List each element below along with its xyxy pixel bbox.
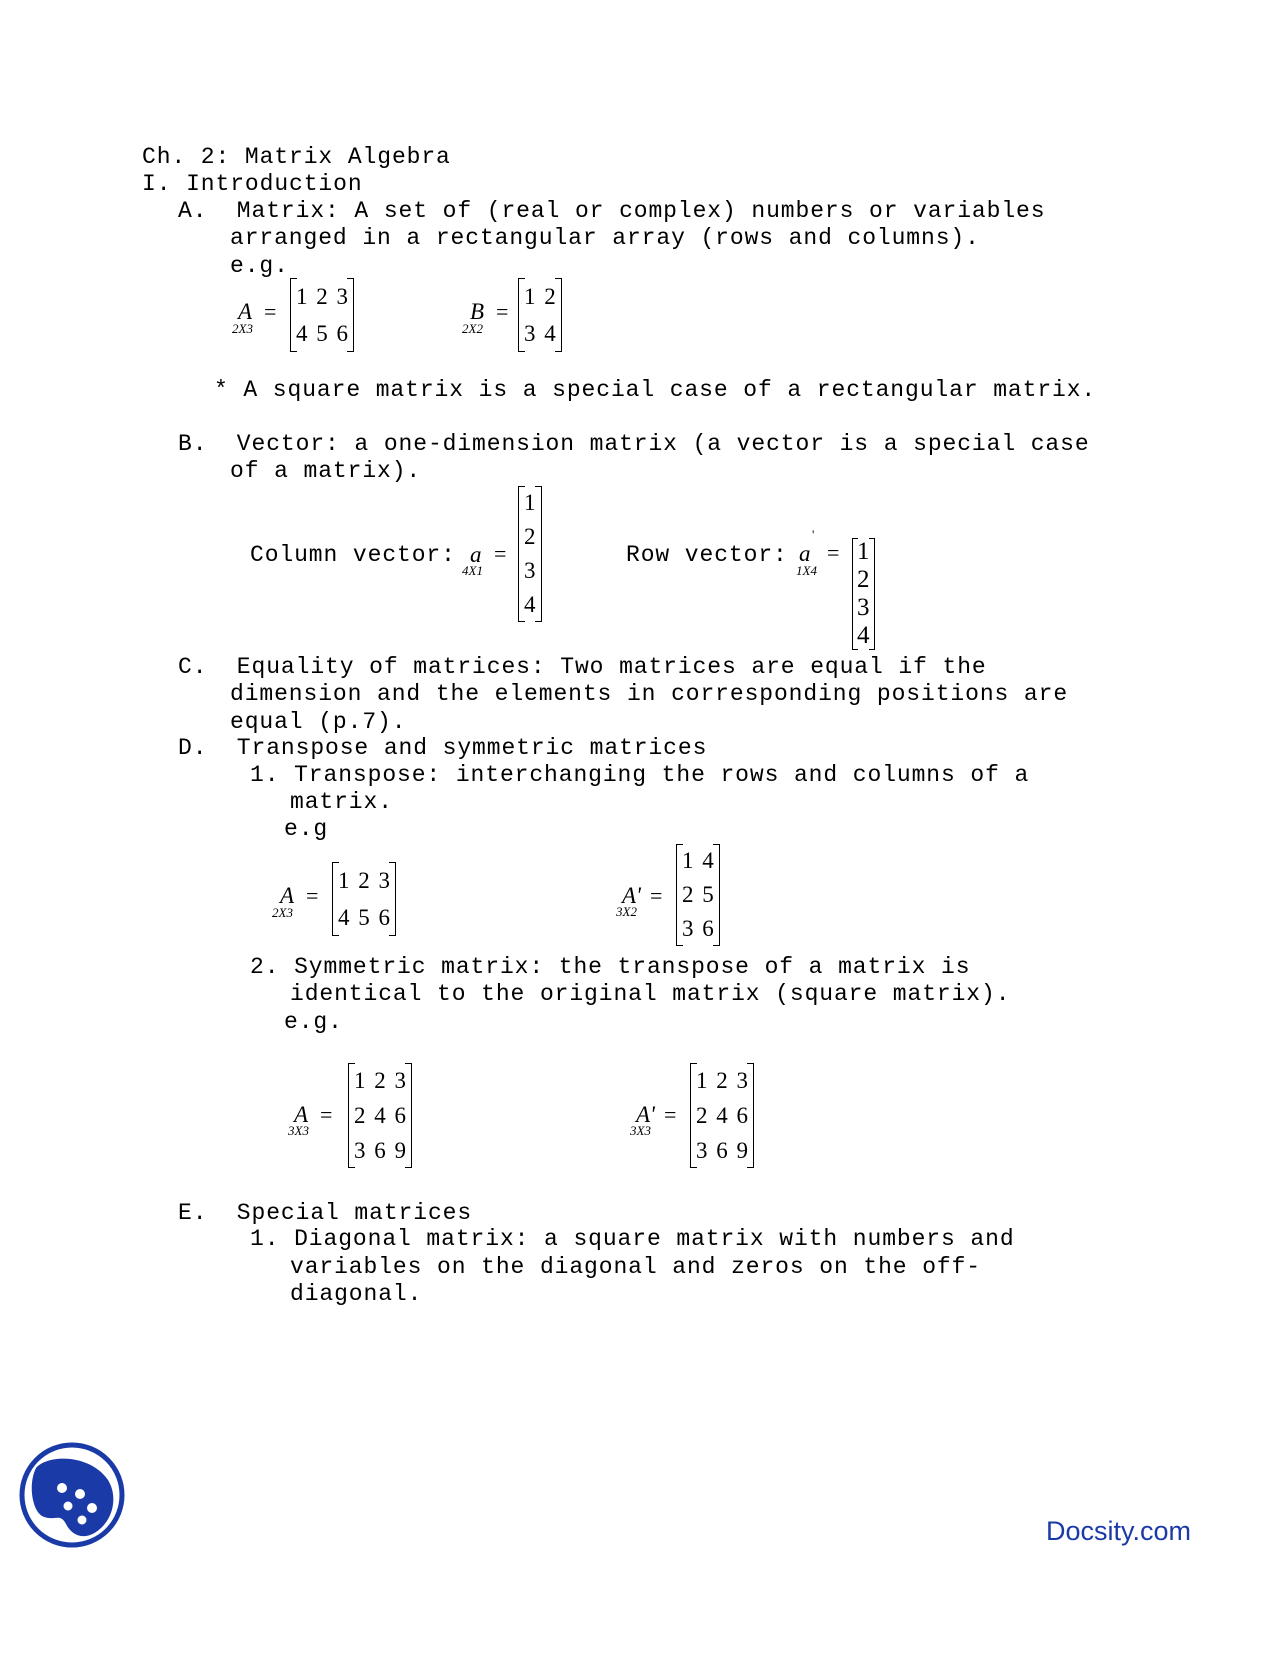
equals-sign: =	[664, 1102, 677, 1127]
matrix-name: A	[280, 883, 295, 908]
docsity-brand-link[interactable]: Docsity.com	[1046, 1516, 1192, 1546]
matrix-brackets	[518, 278, 562, 352]
row-vector-label: Row vector:	[626, 542, 788, 568]
vector-name: a	[470, 542, 482, 567]
vector-brackets	[518, 486, 542, 622]
equals-sign: =	[306, 883, 319, 908]
matrix-row: 1 2 3	[338, 868, 390, 893]
text-line: equal (p.7).	[230, 709, 407, 735]
text-line: E. Special matrices	[178, 1200, 473, 1226]
matrix-dimension: 2X2	[462, 321, 483, 336]
vector-entry: 3	[524, 558, 536, 583]
matrix-row: 4 5 6	[338, 905, 390, 930]
matrix-dimension: 3X3	[630, 1123, 651, 1138]
matrix-name: A'	[636, 1102, 655, 1127]
matrix-dimension: 3X3	[288, 1123, 309, 1138]
text-line: e.g.	[230, 253, 289, 279]
matrix-row: 2 5	[682, 882, 714, 907]
note-line: * A square matrix is a special case of a rectangular matrix.	[214, 377, 1097, 403]
matrix-row: 1 4	[682, 848, 714, 873]
matrix-row: 3 6 9	[696, 1138, 748, 1163]
equals-sign: =	[496, 299, 509, 324]
matrix-dimension: 2X3	[232, 321, 253, 336]
text-line: 1. Diagonal matrix: a square matrix with numbers and	[250, 1226, 1015, 1252]
text-line: D. Transpose and symmetric matrices	[178, 735, 708, 761]
matrix-brackets	[676, 844, 720, 946]
text-line: of a matrix).	[230, 458, 422, 484]
matrix-row: 1 2 3	[296, 284, 348, 309]
matrix-row: 4 5 6	[296, 321, 348, 346]
text-line: arranged in a rectangular array (rows and columns).	[230, 225, 980, 251]
matrix-name: B	[470, 299, 485, 324]
matrix-name: A'	[622, 883, 641, 908]
vector-entry: 4	[524, 592, 536, 617]
text-line: 1. Transpose: interchanging the rows and columns of a	[250, 762, 1030, 788]
vector-dimension: 1X4	[796, 563, 817, 578]
text-line: A. Matrix: A set of (real or complex) numbers or variables	[178, 198, 1046, 224]
equals-sign: =	[494, 541, 507, 566]
text-line: e.g	[284, 816, 329, 842]
matrix-row: 2 4 6	[354, 1103, 406, 1128]
matrix-row: 1 2 3	[354, 1068, 406, 1093]
matrix-dimension: 2X3	[272, 905, 293, 920]
column-vector-label: Column vector:	[250, 542, 456, 568]
equals-sign: =	[264, 299, 277, 324]
matrix-row: 2 4 6	[696, 1103, 748, 1128]
text-line: dimension and the elements in corresponding positions are	[230, 681, 1069, 707]
equals-sign: =	[650, 883, 663, 908]
text-line: variables on the diagonal and zeros on the off-	[290, 1254, 982, 1280]
matrix-brackets	[348, 1063, 412, 1168]
text-line: C. Equality of matrices: Two matrices are equal if the	[178, 654, 987, 680]
docsity-logo-icon[interactable]	[18, 1440, 126, 1550]
matrix-name: A	[238, 299, 253, 324]
equals-sign: =	[827, 540, 840, 565]
text-line: diagonal.	[290, 1281, 423, 1307]
text-line: 2. Symmetric matrix: the transpose of a matrix is	[250, 954, 971, 980]
vector-name: a	[799, 541, 811, 566]
chapter-title: Ch. 2: Matrix Algebra	[142, 144, 451, 170]
matrix-row: 3 4	[524, 321, 556, 346]
section-heading: I. Introduction	[142, 171, 363, 197]
text-line: identical to the original matrix (square matrix).	[290, 981, 1011, 1007]
vector-entry: 2	[524, 524, 536, 549]
text-line: B. Vector: a one-dimension matrix (a vector is a special case	[178, 431, 1090, 457]
matrix-row: 3 6 9	[354, 1138, 406, 1163]
text-line: matrix.	[290, 789, 393, 815]
matrix-dimension: 3X2	[616, 904, 637, 919]
matrix-row: 3 6	[682, 916, 714, 941]
vector-dimension: 4X1	[462, 563, 483, 578]
matrix-name: A	[294, 1102, 309, 1127]
prime-mark: '	[812, 527, 815, 542]
matrix-brackets	[690, 1063, 754, 1168]
matrix-row: 1 2	[524, 284, 556, 309]
equals-sign: =	[320, 1102, 333, 1127]
matrix-row: 1 2 3	[696, 1068, 748, 1093]
row-vector-entries: 1 2 3 4	[852, 538, 875, 650]
matrix-brackets	[332, 862, 396, 936]
text-line: e.g.	[284, 1009, 343, 1035]
matrix-brackets	[290, 278, 354, 352]
vector-entry: 1	[524, 490, 536, 515]
